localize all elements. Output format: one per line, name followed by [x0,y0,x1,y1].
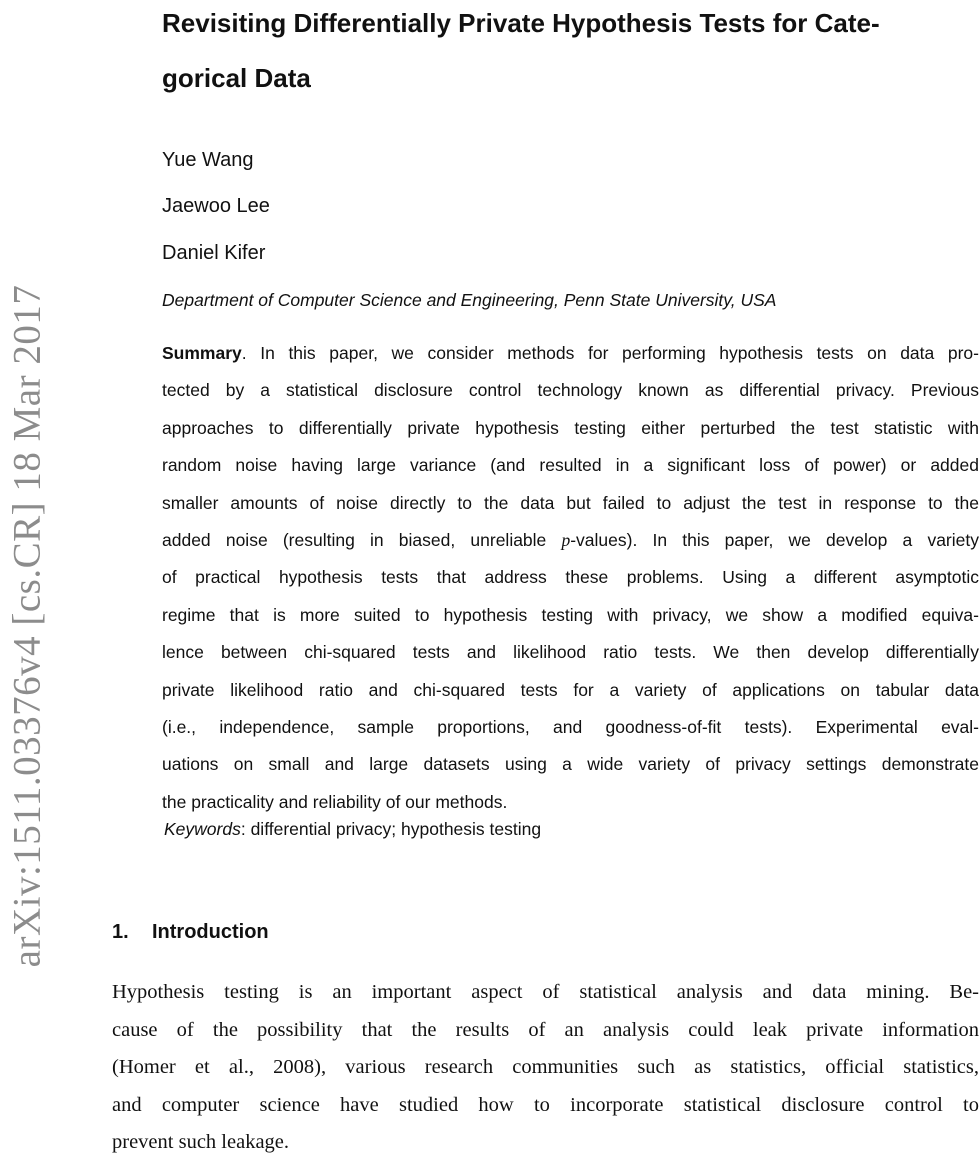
abstract-summary [162,335,979,821]
summary-line: private likelihood ratio and chi-squared tests for a variety of applications on tabular data [162,679,979,700]
title-line: Revisiting Differentially Private Hypothesis Tests for Cate- [162,8,880,38]
body-text-line: (Homer et al., 2008), various research communities such as statistics, official statistics, [112,1056,979,1078]
author-affiliation: Department of Computer Science and Engineering, Penn State University, USA [162,290,777,310]
paper-title [162,0,979,106]
summary-line [162,522,979,559]
p-value-symbol: p [561,529,571,550]
summary-line: regime that is more suited to hypothesis testing with privacy, we show a modified equiva- [162,604,979,625]
summary-line: random noise having large variance (and resulted in a significant loss of power) or added [162,455,979,476]
summary-line-text: -values). In this paper, we develop a variety [570,529,979,550]
body-text-line: cause of the possibility that the results of an analysis could leak private information [112,1018,979,1041]
summary-line-text: . In this paper, we consider methods for performing hypothesis tests on data pro- [241,343,979,363]
author-name: Jaewoo Lee [162,195,270,217]
body-text-line: Hypothesis testing is an important aspect of statistical analysis and data mining. Be- [112,981,979,1003]
summary-line: the practicality and reliability of our methods. [162,791,508,812]
summary-line: uations on small and large datasets using a wide variety of privacy settings demonstrate [162,754,979,775]
summary-line: smaller amounts of noise directly to the data but failed to adjust the test in response to the [162,492,979,513]
keywords [164,819,541,840]
author-name: Yue Wang [162,149,254,171]
section-title: Introduction [152,921,269,943]
keywords-label: Keywords [164,819,241,839]
body-text-line: prevent such leakage. [112,1131,290,1153]
arxiv-identifier-stamp [0,0,54,1166]
arxiv-identifier-text: arXiv:1511.03376v4 [cs.CR] 18 Mar 2017 [5,284,49,968]
summary-line: lence between chi-squared tests and likelihood ratio tests. We then develop differentially [162,642,979,663]
summary-label: Summary [162,343,242,363]
section-number: 1. [112,921,129,943]
summary-line: tected by a statistical disclosure control technology known as differential privacy. Previous [162,380,979,401]
summary-line: of practical hypothesis tests that address these problems. Using a different asymptotic [162,567,979,588]
author-name: Daniel Kifer [162,242,266,264]
body-text-line: and computer science have studied how to incorporate statistical disclosure control to [112,1093,979,1116]
summary-line: (i.e., independence, sample proportions, and goodness-of-fit tests). Experimental eval- [162,716,979,737]
title-line: gorical Data [162,63,311,93]
summary-line-text: added noise (resulting in biased, unreliable [162,529,562,550]
section-heading-introduction [112,921,269,944]
keywords-value: : differential privacy; hypothesis testing [240,819,542,839]
summary-line: approaches to differentially private hypothesis testing either perturbed the test statistic with [162,417,979,438]
summary-line [162,335,979,372]
introduction-paragraph [112,974,979,1162]
